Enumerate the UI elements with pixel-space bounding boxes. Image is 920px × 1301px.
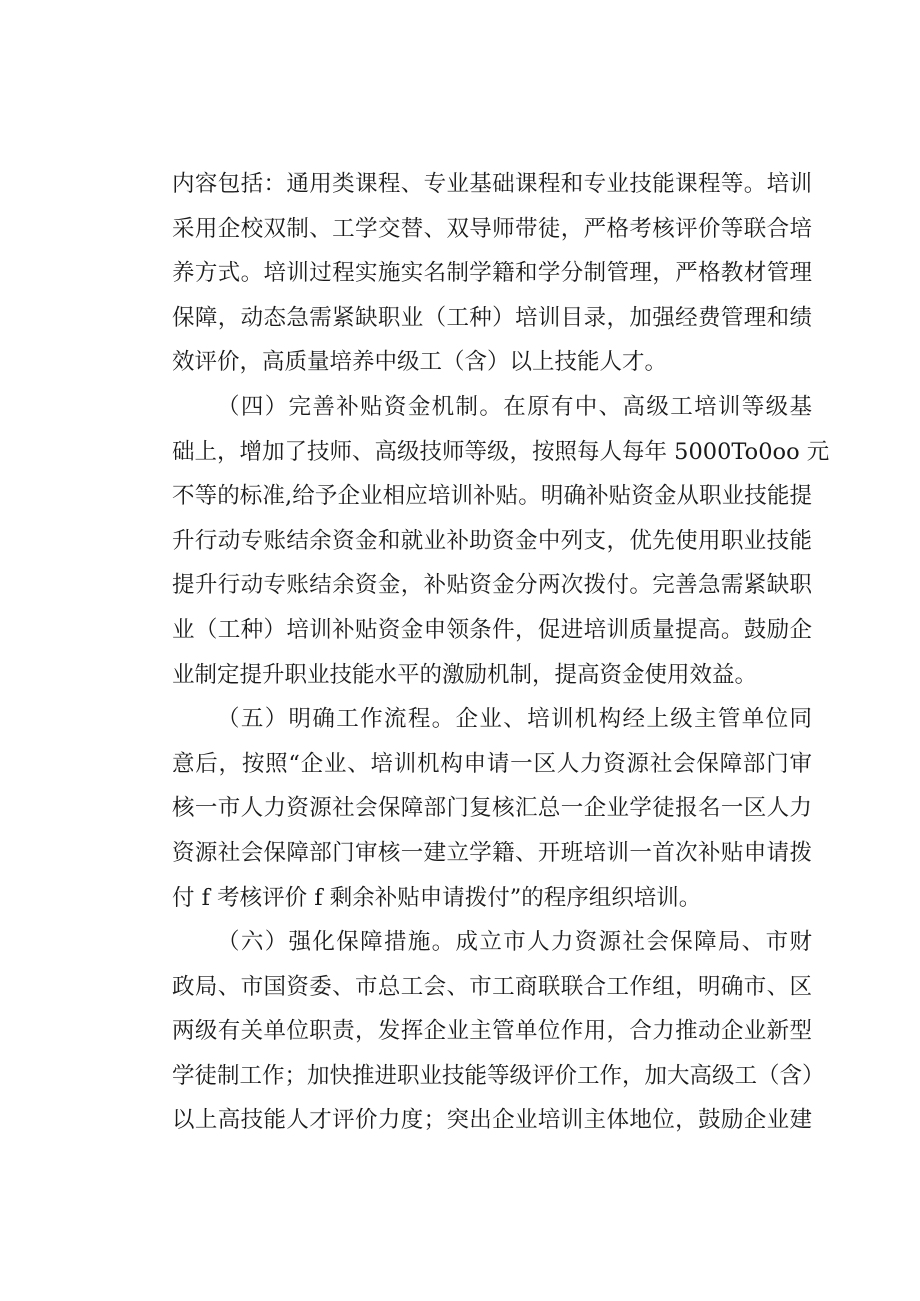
text-line: 内容包括：通用类课程、专业基础课程和专业技能课程等。培训 [172, 171, 812, 197]
text-line: 采用企校双制、工学交替、双导师带徒，严格考核评价等联合培 [172, 215, 812, 242]
text-line: 核一市人力资源社会保障部门复核汇总一企业学徒报名一区人力 [172, 795, 812, 822]
text-line: 保障，动态急需紧缺职业（工种）培训目录，加强经费管理和绩 [172, 304, 812, 331]
text-line: 不等的标准,给予企业相应培训补贴。明确补贴资金从职业技能提 [172, 483, 812, 510]
text-line: （四）完善补贴资金机制。在原有中、高级工培训等级基 [217, 393, 812, 420]
paragraph-safeguards [172, 920, 825, 1143]
text-line: 业制定提升职业技能水平的激励机制，提高资金使用效益。 [172, 661, 758, 688]
text-line: 效评价，高质量培养中级工（含）以上技能人才。 [172, 349, 668, 376]
text-line: 付 f 考核评价 f 剩余补贴申请拨付”的程序组织培训。 [172, 884, 702, 911]
text-line: 意后，按照“企业、培训机构申请一区人力资源社会保障部门审 [172, 750, 812, 777]
paragraph-workflow [172, 697, 812, 920]
text-line: 两级有关单位职责，发挥企业主管单位作用，合力推动企业新型 [172, 1018, 812, 1045]
text-line: 础上，增加了技师、高级技师等级，按照每人每年 5000To0oo 元 [172, 438, 830, 465]
text-line: 以上高技能人才评价力度；突出企业培训主体地位，鼓励企业建 [172, 1107, 812, 1134]
text-line: 业（工种）培训补贴资金申领条件，促进培训质量提高。鼓励企 [172, 616, 812, 643]
text-line: （五）明确工作流程。企业、培训机构经上级主管单位同 [217, 706, 812, 733]
text-line: 资源社会保障部门审核一建立学籍、开班培训一首次补贴申请拨 [172, 839, 812, 866]
text-line: 学徒制工作；加快推进职业技能等级评价工作，加大高级工（含） [172, 1062, 825, 1089]
paragraph-subsidy [172, 385, 830, 697]
text-line: （六）强化保障措施。成立市人力资源社会保障局、市财 [217, 929, 812, 956]
text-line: 提升行动专账结余资金，补贴资金分两次拨付。完善急需紧缺职 [172, 572, 812, 599]
text-line: 升行动专账结余资金和就业补助资金中列支，优先使用职业技能 [172, 527, 812, 554]
text-line: 养方式。培训过程实施实名制学籍和学分制管理，严格教材管理 [172, 260, 812, 287]
text-line: 政局、市国资委、市总工会、市工商联联合工作组，明确市、区 [172, 973, 812, 1000]
document-body [172, 162, 830, 1143]
paragraph-training-content [172, 162, 812, 385]
